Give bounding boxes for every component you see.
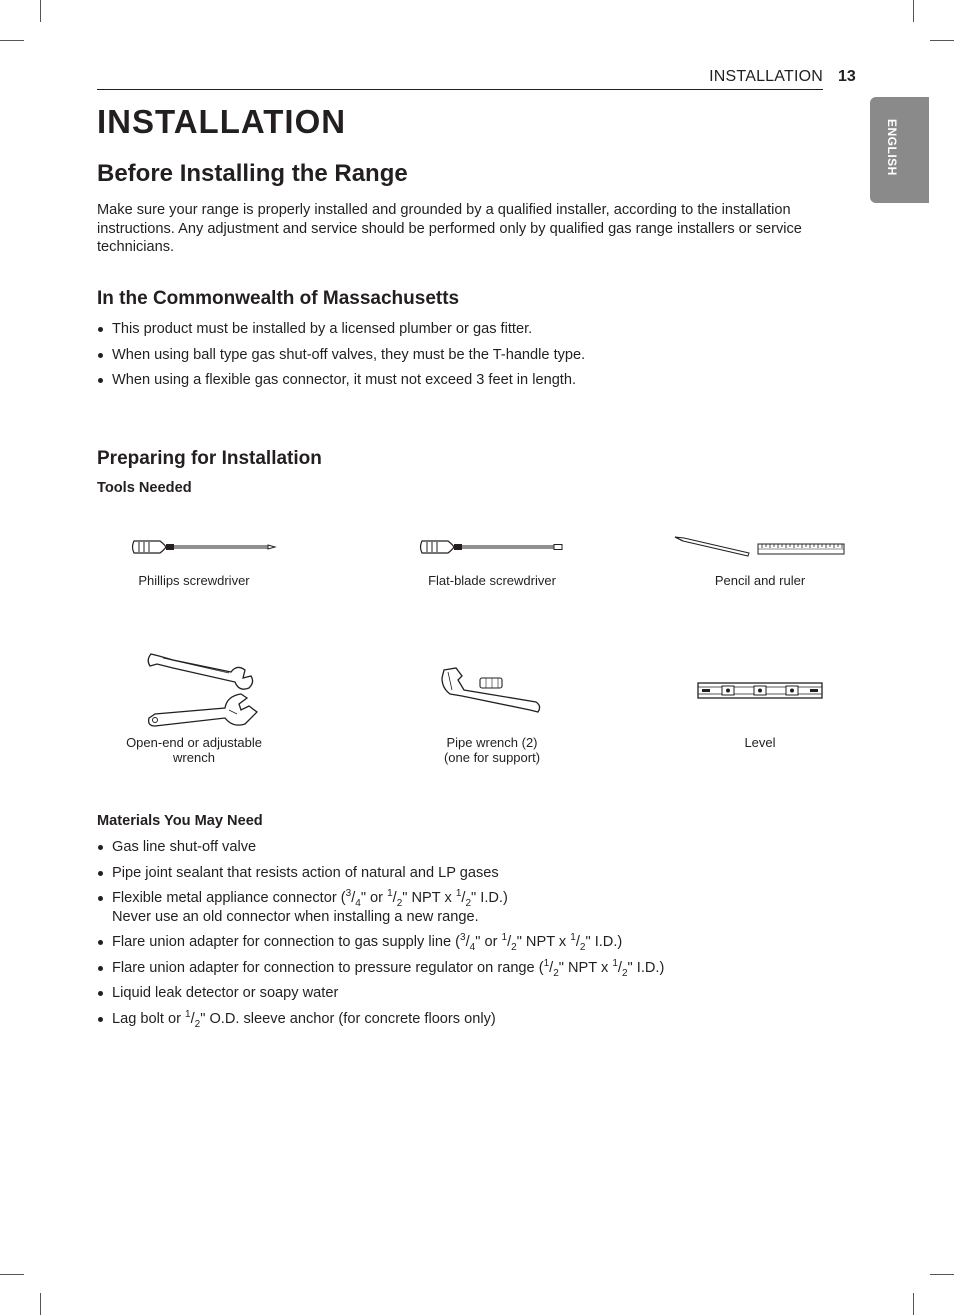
text-run: " I.D.) <box>627 959 665 976</box>
connector-warning: Never use an old connector when installing a new range. <box>112 908 479 925</box>
fraction-numerator: 1 <box>570 932 576 944</box>
list-item: Flare union adapter for connection to gas supply line ($^3/_4$" or $^1/_2$" NPT x $^1/_2$" I.D.) <box>97 933 837 952</box>
text-run: " NPT x <box>516 934 571 950</box>
fraction-denominator: 2 <box>579 941 586 953</box>
tool-label-pipewrench <box>402 735 582 765</box>
list-item: Pipe joint sealant that resists action of natural and LP gases <box>97 864 837 883</box>
crop-mark <box>40 0 41 22</box>
tool-label-pencil: Pencil and ruler <box>714 573 806 588</box>
fraction-numerator: 3 <box>345 888 352 900</box>
text-run: " I.D.) <box>585 934 623 950</box>
list-item: Liquid leak detector or soapy water <box>97 984 837 1003</box>
fraction-denominator: 2 <box>621 967 628 979</box>
fraction-numerator: 1 <box>455 888 462 900</box>
tool-label-line: Pipe wrench (2) <box>446 735 538 750</box>
crop-mark <box>40 1293 41 1315</box>
text-run: Flexible metal appliance connector ( <box>112 890 346 906</box>
pipe-wrench-icon <box>440 664 544 714</box>
level-icon <box>696 680 824 702</box>
list-item: This product must be installed by a licensed plumber or gas fitter. <box>97 320 837 339</box>
tool-label-flatblade: Flat-blade screwdriver <box>428 573 556 588</box>
text-run: " O.D. sleeve anchor (for concrete floors only) <box>200 1010 496 1027</box>
tool-label-wrench <box>104 735 284 765</box>
list-item: Gas line shut-off valve <box>97 838 837 857</box>
wrench-icon <box>145 652 263 730</box>
text-run: " or <box>360 890 388 906</box>
language-tab[interactable] <box>870 97 929 203</box>
crop-mark <box>0 1274 24 1275</box>
fraction-denominator: 4 <box>355 897 361 909</box>
fraction-numerator: 3 <box>460 932 466 944</box>
crop-mark <box>913 0 914 22</box>
fraction-denominator: 2 <box>396 897 403 909</box>
fraction-numerator: 1 <box>612 957 618 969</box>
list-item: Flexible metal appliance connector ($^3/_4$" or $^1/_2$" NPT x $^1/_2$" I.D.) Never use an old connector when installing a new range. <box>97 889 837 926</box>
fraction-numerator: 1 <box>501 932 508 944</box>
page-title: INSTALLATION <box>97 103 347 140</box>
language-tab-label: ENGLISH <box>885 119 899 176</box>
tool-label-line: Open-end or adjustable <box>126 735 262 750</box>
list-item: Lag bolt or $^1/_2$" O.D. sleeve anchor (for concrete floors only) <box>97 1010 837 1029</box>
preparing-heading: Preparing for Installation <box>97 448 322 469</box>
text-run: " I.D.) <box>471 890 508 906</box>
text-run: Lag bolt or <box>112 1010 186 1027</box>
text-run: Flare union adapter for connection to pressure regulator on range ( <box>112 959 544 976</box>
text-run: " or <box>475 934 502 950</box>
intro-paragraph: Make sure your range is properly installed and grounded by a qualified installer, according to the installation instructions. Any adjustment and service should be performed only by qualified gas range installers or service technicians. <box>97 202 802 255</box>
page-header <box>97 67 823 90</box>
fraction-numerator: 1 <box>387 888 393 900</box>
crop-mark <box>930 1274 954 1275</box>
tools-heading: Tools Needed <box>97 480 192 496</box>
fraction-numerator: 1 <box>185 1008 191 1020</box>
fraction-denominator: 2 <box>194 1018 201 1030</box>
crop-mark <box>930 40 954 41</box>
flat-blade-screwdriver-icon <box>418 535 568 559</box>
fraction-denominator: 2 <box>553 967 559 979</box>
list-item: When using ball type gas shut-off valves, they must be the T-handle type. <box>97 346 837 365</box>
fraction-denominator: 2 <box>465 897 472 909</box>
tool-label-phillips: Phillips screwdriver <box>138 573 250 588</box>
materials-heading: Materials You May Need <box>97 813 263 829</box>
tool-label-line: (one for support) <box>443 750 541 765</box>
page-number: 13 <box>838 68 856 85</box>
section-subtitle: Before Installing the Range <box>97 160 408 187</box>
fraction-denominator: 2 <box>511 941 517 953</box>
tool-label-level: Level <box>744 735 776 750</box>
fraction-numerator: 1 <box>543 957 550 969</box>
list-item: When using a flexible gas connector, it must not exceed 3 feet in length. <box>97 371 837 390</box>
crop-mark <box>0 40 24 41</box>
materials-list <box>97 838 837 1028</box>
text-run: " NPT x <box>558 959 613 976</box>
pencil-and-ruler-icon <box>672 533 848 561</box>
text-run: Flare union adapter for connection to gas supply line ( <box>112 934 461 950</box>
text-run: " NPT x <box>402 890 456 906</box>
tool-label-line: wrench <box>173 750 215 765</box>
fraction-denominator: 4 <box>469 941 476 953</box>
massachusetts-list <box>97 320 837 390</box>
massachusetts-heading: In the Commonwealth of Massachusetts <box>97 288 460 309</box>
list-item: Flare union adapter for connection to pressure regulator on range ($^1/_2$" NPT x $^1/_2$" I.D.) <box>97 959 837 978</box>
phillips-screwdriver-icon <box>130 535 280 559</box>
crop-mark <box>913 1293 914 1315</box>
header-section-label: INSTALLATION <box>709 68 823 85</box>
